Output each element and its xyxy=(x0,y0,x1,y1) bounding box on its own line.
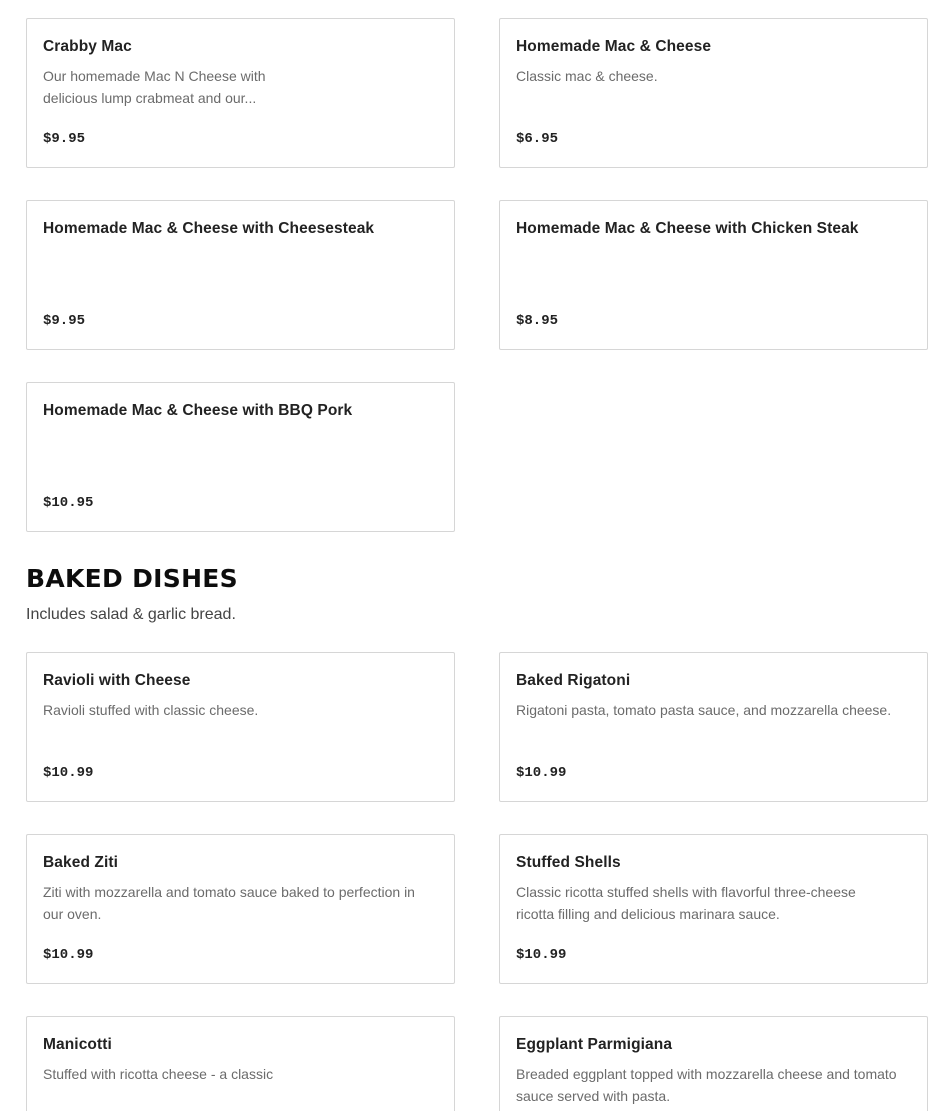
menu-item-description: Stuffed with ricotta cheese - a classic xyxy=(43,1066,274,1082)
menu-item-card[interactable] xyxy=(499,18,928,168)
menu-item-card[interactable] xyxy=(26,18,455,168)
menu-item-price: $9.95 xyxy=(43,313,86,329)
menu-item-name: Homemade Mac & Cheese xyxy=(516,38,712,55)
menu-item-card[interactable] xyxy=(499,834,928,984)
menu-item-card[interactable] xyxy=(26,1016,455,1111)
menu-item-card[interactable] xyxy=(26,834,455,984)
menu-item-name: Ravioli with Cheese xyxy=(43,672,191,689)
menu-item-name: Homemade Mac & Cheese with Chicken Steak xyxy=(516,220,859,237)
menu-item-price: $8.95 xyxy=(516,313,559,329)
menu-item-price: $10.99 xyxy=(43,947,94,963)
menu-item-price: $9.95 xyxy=(43,131,86,147)
menu-item-description: Classic mac & cheese. xyxy=(516,68,658,84)
menu-item-price: $6.95 xyxy=(516,131,559,147)
section-heading: BAKED DISHES xyxy=(26,564,238,593)
menu-item-name: Homemade Mac & Cheese with Cheesesteak xyxy=(43,220,375,237)
menu-item-price: $10.99 xyxy=(516,765,567,781)
menu-item-name: Homemade Mac & Cheese with BBQ Pork xyxy=(43,402,353,419)
menu-item-name: Eggplant Parmigiana xyxy=(516,1036,673,1053)
menu-item-description: Ravioli stuffed with classic cheese. xyxy=(43,702,259,718)
menu-item-description: Rigatoni pasta, tomato pasta sauce, and mozzarella cheese. xyxy=(516,702,892,718)
menu-item-card[interactable] xyxy=(499,1016,928,1111)
menu-item-name: Manicotti xyxy=(43,1036,112,1053)
menu-item-name: Stuffed Shells xyxy=(516,854,621,871)
menu-item-name: Crabby Mac xyxy=(43,38,132,55)
menu-item-card[interactable] xyxy=(26,200,455,350)
menu-item-description: Our homemade Mac N Cheese with delicious lump crabmeat and our... xyxy=(43,68,266,106)
menu-item-card[interactable] xyxy=(499,652,928,802)
menu-item-name: Baked Rigatoni xyxy=(516,672,631,689)
menu-item-price: $10.95 xyxy=(43,495,94,511)
menu-item-price: $10.99 xyxy=(43,765,94,781)
menu-item-name: Baked Ziti xyxy=(43,854,119,871)
menu-item-card[interactable] xyxy=(26,652,455,802)
section-subheading: Includes salad & garlic bread. xyxy=(26,606,236,623)
menu-item-description: Ziti with mozzarella and tomato sauce baked to perfection in our oven. xyxy=(43,884,415,922)
menu-item-card[interactable] xyxy=(26,382,455,532)
menu-item-price: $10.99 xyxy=(516,947,567,963)
menu-item-card[interactable] xyxy=(499,200,928,350)
menu-item-description: Breaded eggplant topped with mozzarella cheese and tomato sauce served with pasta. xyxy=(516,1066,897,1104)
menu-item-description: Classic ricotta stuffed shells with flavorful three-cheese ricotta filling and delicious marinara sauce. xyxy=(516,884,856,922)
